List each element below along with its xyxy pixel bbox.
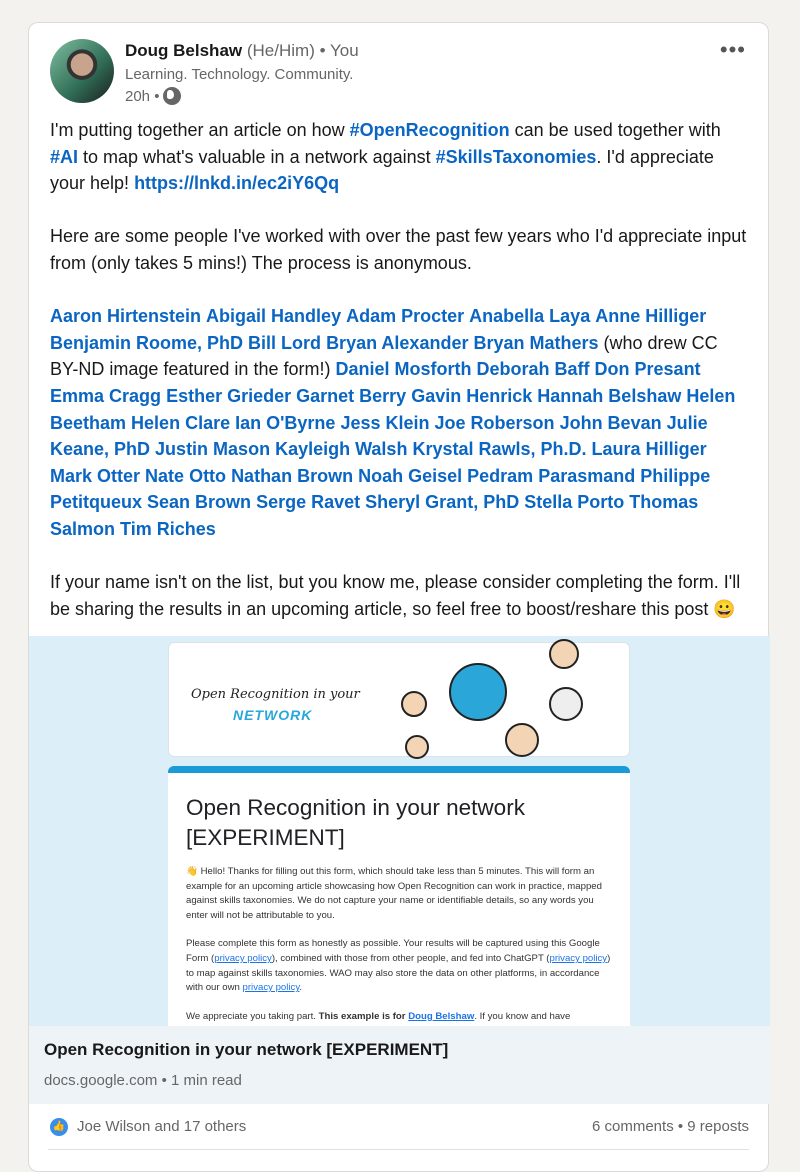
post-paragraph — [50, 223, 750, 276]
text: This example is for — [318, 1010, 409, 1022]
mention-link[interactable]: Jess Klein — [340, 412, 430, 433]
post-body — [50, 117, 750, 649]
post-text: to map what's valuable in a network against — [78, 146, 436, 167]
mention-link[interactable]: Helen Beetham — [50, 385, 736, 433]
post-paragraph — [50, 117, 750, 197]
person-icon — [405, 735, 429, 759]
reactions-count[interactable]: Joe Wilson and 17 others — [77, 1118, 247, 1135]
text: ), combined with those from other people, and fed into ChatGPT ( — [271, 952, 550, 964]
mentions-paragraph — [50, 303, 750, 542]
name-link: Doug Belshaw — [408, 1010, 475, 1022]
post-paragraph — [50, 569, 750, 622]
mention-link[interactable]: Julie Keane, PhD — [50, 412, 708, 460]
mention-link[interactable]: Serge Ravet — [256, 492, 361, 513]
post-time: 20h • — [125, 87, 160, 105]
link-source: docs.google.com • 1 min read — [44, 1072, 242, 1089]
mention-link[interactable]: Thomas Salmon — [50, 492, 699, 539]
mention-link[interactable]: Abigail Handley — [206, 306, 342, 327]
link-preview-image[interactable] — [29, 636, 770, 1026]
mention-link[interactable]: John Bevan — [559, 412, 662, 433]
post-text: If your name isn't on the list, but you know me, please consider completing the form. I'll be sharing the results in an upcoming article, so feel free to boost/reshare this post 😀 — [50, 572, 741, 619]
post-text: (who drew CC BY-ND image featured in the form!) — [50, 332, 718, 380]
mention-link[interactable]: Mark Otter — [50, 465, 141, 486]
text: We appreciate you taking part. — [186, 1010, 319, 1022]
person-icon — [401, 691, 427, 717]
divider — [48, 1149, 749, 1150]
text: ) to map against skills taxonomies. WAO may also store the data on other platforms, in accordance with our own — [186, 952, 611, 994]
mention-link[interactable]: Bill Lord — [248, 332, 322, 353]
person-icon — [505, 723, 539, 757]
hashtag-link[interactable]: #SkillsTaxonomies — [435, 146, 597, 167]
post-text: . I'd appreciate your help! — [50, 146, 714, 194]
mention-link[interactable]: Sean Brown — [147, 492, 252, 513]
mention-link[interactable]: Sheryl Grant, PhD — [365, 492, 520, 513]
mention-link[interactable]: Krystal Rawls, Ph.D. — [412, 439, 587, 460]
mention-link[interactable]: Laura Hilliger — [591, 439, 707, 460]
mention-link[interactable]: Hannah Belshaw — [537, 385, 682, 406]
mention-link[interactable]: Philippe Petitqueux — [50, 465, 711, 513]
mention-link[interactable]: Benjamin Roome, PhD — [50, 332, 244, 353]
post-meta — [125, 87, 181, 105]
more-options-icon[interactable]: ••• — [719, 37, 746, 62]
mention-link[interactable]: Emma Cragg — [50, 385, 162, 406]
mention-link[interactable]: Garnet Berry — [296, 385, 407, 406]
mention-link[interactable]: Noah Geisel — [358, 465, 463, 486]
mention-link[interactable]: Kayleigh Walsh — [275, 439, 408, 460]
mention-link[interactable]: Don Presant — [594, 359, 701, 380]
mention-link[interactable]: Anne Hilliger — [595, 306, 707, 327]
person-icon — [549, 639, 579, 669]
mention-link[interactable]: Bryan Alexander — [326, 332, 469, 353]
post-text: Here are some people I've worked with over the past few years who I'd appreciate input from (only takes 5 mins!) The process is anonymous. — [50, 226, 747, 273]
author-name[interactable]: Doug Belshaw — [125, 41, 243, 60]
mention-link[interactable]: Tim Riches — [120, 518, 216, 539]
form-privacy — [186, 937, 612, 995]
link-title[interactable]: Open Recognition in your network [EXPERIMENT] — [44, 1040, 449, 1059]
mention-link[interactable]: Gavin Henrick — [411, 385, 533, 406]
reposts-count[interactable]: 9 reposts — [687, 1118, 749, 1135]
privacy-link: privacy policy — [214, 952, 272, 964]
mention-link[interactable]: Ian O'Byrne — [235, 412, 336, 433]
comments-count[interactable]: 6 comments — [592, 1118, 674, 1135]
post-card — [28, 22, 769, 1172]
mention-link[interactable]: Esther Grieder — [166, 385, 292, 406]
illustration-title: Open Recognition in your — [191, 687, 360, 702]
mention-link[interactable]: Daniel Mosforth — [335, 359, 472, 380]
center-person-icon — [449, 663, 507, 721]
form-header-illustration — [168, 642, 630, 757]
hashtag-link[interactable]: #OpenRecognition — [349, 120, 510, 140]
person-icon — [549, 687, 583, 721]
form-title: Open Recognition in your network [EXPERIMENT] — [186, 795, 525, 850]
text: . If you know and have — [474, 1010, 571, 1022]
mention-link[interactable]: Helen Clare — [131, 412, 231, 433]
privacy-link: privacy policy — [549, 952, 608, 964]
mention-link[interactable]: Nathan Brown — [231, 465, 354, 486]
mention-link[interactable]: Joe Roberson — [434, 412, 555, 433]
url-link[interactable]: https://lnkd.in/ec2iY6Qq — [134, 173, 340, 194]
hashtag-link[interactable]: #AI — [50, 146, 79, 167]
link-card[interactable] — [29, 1026, 770, 1104]
author-pronouns: (He/Him) — [246, 41, 315, 60]
form-intro: 👋 Hello! Thanks for filling out this form, which should take less than 5 minutes. This will form an example for an upcoming article showcasing how Open Recognition can work in practice, mapped against skills taxonomies. We do not capture your name or identifiable details, so any words you enter will not be attributable to you. — [186, 866, 602, 921]
text: Please complete this form as honestly as possible. Your results will be captured using this Google Form ( — [186, 938, 600, 964]
mention-link[interactable]: Aaron Hirtenstein — [50, 306, 202, 327]
like-reaction-icon: 👍 — [50, 1118, 68, 1136]
author-relation: • You — [319, 41, 359, 60]
illustration-subtitle: NETWORK — [233, 707, 313, 723]
privacy-link: privacy policy — [242, 982, 300, 994]
post-text: I'm putting together an article on how — [50, 120, 350, 140]
mention-link[interactable]: Deborah Baff — [476, 359, 590, 380]
text: . — [299, 982, 303, 994]
form-preview — [168, 766, 630, 1036]
mention-link[interactable]: Bryan Mathers — [473, 332, 599, 353]
globe-icon — [163, 87, 181, 105]
mention-link[interactable]: Stella Porto — [524, 492, 625, 513]
mention-link[interactable]: Nate Otto — [145, 465, 227, 486]
author-headline: Learning. Technology. Community. — [125, 66, 354, 83]
mention-link[interactable]: Pedram Parasmand — [467, 465, 636, 486]
engagement-stats — [592, 1118, 749, 1135]
separator: • — [673, 1118, 688, 1135]
mention-link[interactable]: Justin Mason — [155, 439, 271, 460]
mention-link[interactable]: Adam Procter — [346, 306, 465, 327]
author-avatar[interactable] — [50, 39, 114, 103]
author-line — [125, 41, 359, 61]
social-counts — [29, 1104, 770, 1150]
mention-link[interactable]: Anabella Laya — [469, 306, 591, 327]
post-text: can be used together with — [509, 120, 721, 140]
